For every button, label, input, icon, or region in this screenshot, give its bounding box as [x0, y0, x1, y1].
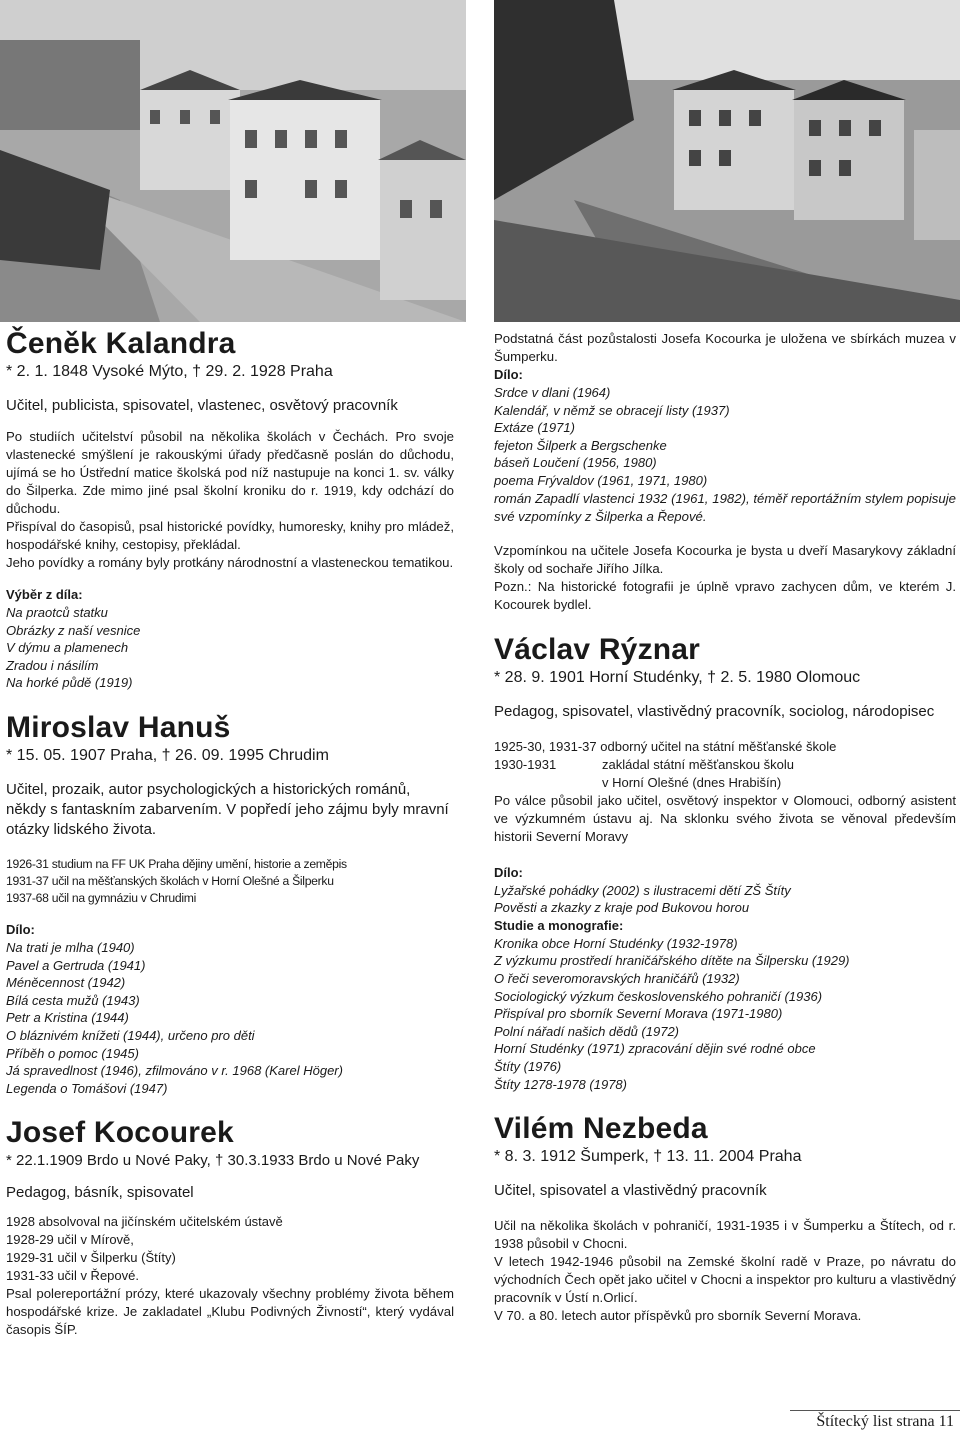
hanus-work: Příběh o pomoc (1945) [6, 1045, 139, 1061]
hanus-works-heading: Dílo: [6, 921, 35, 937]
kocourek-work: fejeton Šilperk a Bergschenke [494, 437, 667, 453]
ryznar-study: O řeči severomoravských hraničářů (1932) [494, 970, 740, 986]
kocourek-work: Srdce v dlani (1964) [494, 385, 611, 400]
ryznar-work: Pověsti a zkazky z kraje pod Bukovou horou [494, 900, 750, 916]
kocourek-works-heading: Dílo: [494, 367, 523, 382]
right-column [494, 330, 956, 1325]
kalandra-works-heading: Výběr z díla: [6, 587, 83, 602]
ryznar-career-line [494, 756, 956, 774]
nezbeda-paragraph: Učil na několika školách v pohraničí, 1931-1935 i v Šumperku a Štítech, od r. 1938 působil v Chocni. [494, 1218, 956, 1252]
ryznar-role: Pedagog, spisovatel, vlastivědný pracovník, sociolog, národopisec [494, 702, 935, 720]
kocourek-dates: * 22.1.1909 Brdo u Nové Paky, † 30.3.1933 Brdo u Nové Paky [6, 1152, 420, 1170]
ryznar-work: Lyžařské pohádky (2002) s ilustracemi dětí ZŠ Štíty [494, 882, 791, 898]
ryznar-study: Štíty 1278-1978 (1978) [494, 1076, 627, 1092]
nezbeda-paragraph: V letech 1942-1946 působil na Zemské školní radě v Praze, po návratu do východních Čech opět jako učitel v Chocni a inspektor pro kulturu a vlastivědný pracovník v Ústí n.Orlicí. [494, 1254, 956, 1306]
ryznar-study: Horní Studénky (1971) zpracování dějin své rodné obce [494, 1041, 816, 1057]
kalandra-role: Učitel, publicista, spisovatel, vlastenec, osvětový pracovník [6, 397, 398, 414]
kocourek-role: Pedagog, básník, spisovatel [6, 1184, 194, 1202]
hanus-name: Miroslav Hanuš [6, 710, 231, 744]
nezbeda-dates: * 8. 3. 1912 Šumperk, † 13. 11. 2004 Praha [494, 1148, 802, 1166]
ryznar-studies-heading: Studie a monografie: [494, 917, 624, 933]
kalandra-dates: * 2. 1. 1848 Vysoké Mýto, † 29. 2. 1928 Praha [6, 363, 333, 380]
kocourek-work: román Zapadlí vlastenci 1932 (1961, 1982), téměř reportážním stylem popisuje své vzpomínky z Šilperka a Řepové. [494, 490, 956, 524]
footer-divider [790, 1410, 960, 1411]
kalandra-work: V dýmu a plamenech [6, 640, 129, 656]
kocourek-career-line: 1929-31 učil v Šilperku (Štíty) [6, 1250, 176, 1266]
hanus-dates: * 15. 05. 1907 Praha, † 26. 09. 1995 Chrudim [6, 746, 329, 764]
kalandra-work: Na praotců statku [6, 605, 108, 620]
historical-street-photo [0, 0, 466, 322]
ryznar-study: Sociologický výzkum československého pohraničí (1936) [494, 988, 823, 1004]
hanus-career-line: 1937-68 učil na gymnáziu v Chrudimi [6, 890, 197, 905]
kocourek-estate: Podstatná část pozůstalosti Josefa Kocourka je uložena ve sbírkách muzea v Šumperku. [494, 331, 956, 364]
kalandra-work: Obrázky z naší vesnice [6, 622, 141, 638]
kocourek-work: Kalendář, v němž se obracejí listy (1937) [494, 402, 730, 418]
hanus-work: Legenda o Tomášovi (1947) [6, 1080, 168, 1096]
hanus-work: Bílá cesta mužů (1943) [6, 992, 140, 1008]
hanus-career-line: 1926-31 studium na FF UK Praha dějiny umění, historie a zeměpis [6, 856, 347, 871]
page-footer: Štítecký list strana 11 [816, 1413, 954, 1430]
ryznar-study: Štíty (1976) [494, 1058, 562, 1074]
kalandra-paragraph: Po studiích učitelství působil na několika školách v Čechách. Pro svoje vlastenecké smýšlení je rakouskými úřady předčasně poslán do důchodu, ujímá se ho Ústřední matice školská pod níž nastupuje na konci 1. sv. války do Šilperka. Zde mimo jiné psal školní kroniku do r. 1919, kdy odchází do důchodu. [6, 429, 454, 516]
kocourek-career-line: 1931-33 učil v Řepové. [6, 1268, 139, 1284]
kalandra-paragraph: Jeho povídky a romány byly protkány národnostní a vlasteneckou tematikou. [6, 555, 454, 570]
nezbeda-name: Vilém Nezbeda [494, 1112, 708, 1146]
hanus-work: Já spravedlnost (1946), zfilmováno v r. 1968 (Karel Höger) [6, 1063, 343, 1079]
ryznar-career-text: zakládal státní měšťanskou školu [602, 756, 795, 772]
ryznar-name: Václav Rýznar [494, 632, 701, 666]
ryznar-study: Z výzkumu prostředí hraničářského dítěte na Šilpersku (1929) [494, 953, 850, 969]
kocourek-paragraph: Psal polereportážní prózy, které ukazovaly všechny problémy života během hospodářské krize. Je zakladatel „Klubu Podivných Živností“, který vydával časopis ŠÍP. [6, 1286, 454, 1338]
hanus-work: Petr a Kristina (1944) [6, 1010, 129, 1026]
hanus-work: Na trati je mlha (1940) [6, 939, 135, 955]
nezbeda-paragraph: V 70. a 80. letech autor příspěvků pro sborník Severní Morava. [494, 1308, 862, 1324]
modern-street-photo [494, 0, 960, 322]
kalandra-paragraph: Přispíval do časopisů, psal historické povídky, humoresky, knihy pro mládež, hospodářské knihy, cestopisy, překládal. [6, 519, 454, 552]
kalandra-work: Na horké půdě (1919) [6, 675, 133, 691]
kocourek-career-line: 1928-29 učil v Mírově, [6, 1232, 134, 1248]
hanus-work: Méněcennost (1942) [6, 975, 126, 991]
kalandra-name: Čeněk Kalandra [6, 327, 236, 360]
ryznar-study: Přispíval pro sborník Severní Morava (1971-1980) [494, 1006, 783, 1022]
nezbeda-role: Učitel, spisovatel a vlastivědný pracovník [494, 1182, 767, 1200]
kocourek-work: báseň Loučení (1956, 1980) [494, 455, 657, 471]
ryznar-career-line: 1925-30, 1931-37 odborný učitel na státní měšťanské škole [494, 738, 837, 754]
ryznar-paragraph: Po válce působil jako učitel, osvětový inspektor v Olomouci, odborný asistent ve výzkumném ústavu aj. Na sklonku svého života se věnoval především historii Severní Moravy [494, 792, 956, 844]
ryznar-study: Polní nářadí našich dědů (1972) [494, 1023, 680, 1039]
ryznar-career-line: v Horní Olešné (dnes Hrabišín) [602, 774, 782, 790]
hanus-career-line: 1931-37 učil na měšťanských školách v Horní Olešné a Šilperku [6, 873, 334, 888]
hanus-work: O bláznivém knížeti (1944), určeno pro děti [6, 1027, 255, 1043]
kocourek-name: Josef Kocourek [6, 1116, 234, 1150]
ryznar-career-year: 1930-1931 [494, 756, 557, 772]
kocourek-work: Extáze (1971) [494, 420, 575, 436]
kocourek-memorial: Vzpomínkou na učitele Josefa Kocourka je bysta u dveří Masarykovy základní školy od sochaře Jiřího Jílka. [494, 542, 956, 576]
kocourek-note: Pozn.: Na historické fotografii je úplně vpravo zachycen dům, ve kterém J. Kocourek bydlel. [494, 578, 956, 612]
ryznar-dates: * 28. 9. 1901 Horní Studénky, † 2. 5. 1980 Olomouc [494, 668, 861, 686]
kocourek-work: poema Frývaldov (1961, 1971, 1980) [494, 472, 708, 488]
kocourek-career-line: 1928 absolvoval na jičínském učitelském ústavě [6, 1214, 283, 1230]
ryznar-works-heading: Dílo: [494, 864, 523, 880]
left-column [6, 326, 454, 1339]
ryznar-study: Kronika obce Horní Studénky (1932-1978) [494, 935, 738, 951]
kalandra-work: Zradou i násilím [6, 657, 99, 673]
hanus-role: Učitel, prozaik, autor psychologických a historických románů, někdy s fantaskním zabarvením. V popředí jeho zájmu byly mravní otázky lidského života. [6, 780, 449, 838]
hanus-work: Pavel a Gertruda (1941) [6, 957, 146, 973]
